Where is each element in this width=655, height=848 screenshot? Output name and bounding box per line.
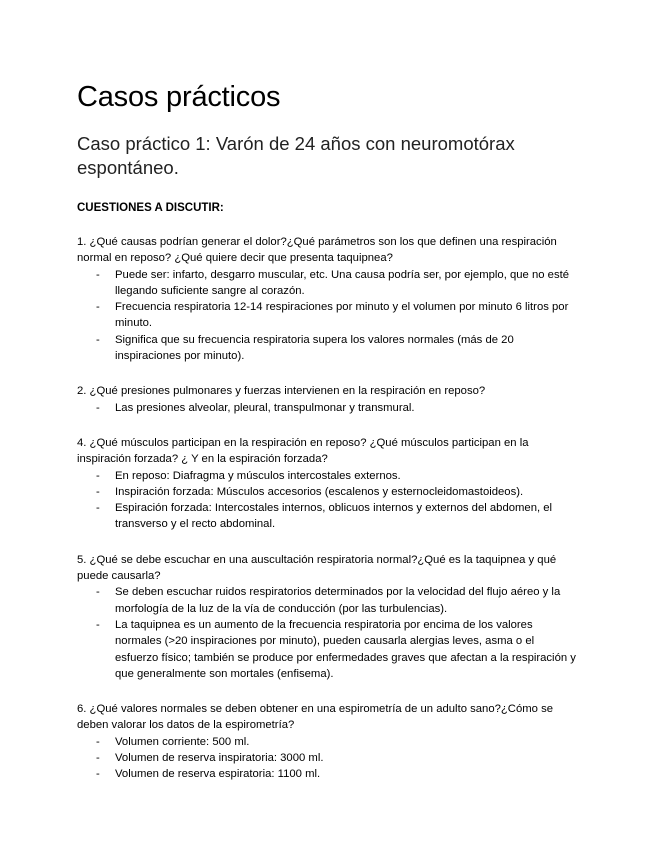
question-text: 6. ¿Qué valores normales se deben obtener en una espirometría de un adulto sano?¿Cómo se deben valorar los datos de la espirometría? bbox=[77, 703, 554, 732]
section-heading: CUESTIONES A DISCUTIR: bbox=[77, 202, 224, 214]
answer-item bbox=[77, 500, 579, 533]
answer-list bbox=[77, 584, 579, 682]
answer-item bbox=[77, 584, 579, 617]
question-text: 1. ¿Qué causas podrían generar el dolor?¿Qué parámetros son los que definen una respiración normal en reposo? ¿Qué quiere decir que presenta taquipnea? bbox=[77, 236, 557, 265]
page-title: Casos prácticos bbox=[77, 81, 281, 113]
answer-text: Se deben escuchar ruidos respiratorios determinados por la velocidad del flujo aéreo y la morfología de la luz de la vía de conducción (por las turbulencias). bbox=[115, 586, 561, 615]
answer-item bbox=[77, 617, 579, 682]
bullet-dash: - bbox=[96, 586, 100, 599]
answer-item bbox=[77, 468, 579, 484]
answer-item bbox=[77, 766, 579, 782]
bullet-dash: - bbox=[96, 752, 100, 765]
bullet-dash: - bbox=[96, 735, 100, 748]
bullet-dash: - bbox=[96, 502, 100, 515]
bullet-dash: - bbox=[96, 469, 100, 482]
question-text: 5. ¿Qué se debe escuchar en una auscultación respiratoria normal?¿Qué es la taquipnea y qué puede causarla? bbox=[77, 553, 557, 583]
answer-text: Las presiones alveolar, pleural, transpulmonar y transmural. bbox=[115, 401, 415, 414]
answer-item bbox=[77, 400, 579, 416]
answer-list bbox=[77, 734, 579, 783]
answer-item bbox=[77, 750, 579, 766]
answer-text: Volumen corriente: 500 ml. bbox=[115, 735, 250, 748]
answer-item bbox=[77, 267, 579, 300]
question-block bbox=[77, 552, 579, 682]
question-block bbox=[77, 435, 579, 533]
answer-item bbox=[77, 484, 579, 500]
questions-list bbox=[77, 234, 579, 783]
answer-text: Significa que su frecuencia respiratoria supera los valores normales (más de 20 inspiraciones por minuto). bbox=[115, 333, 514, 363]
answer-list bbox=[77, 468, 579, 533]
question-block bbox=[77, 701, 579, 782]
answer-text: Volumen de reserva espiratoria: 1100 ml. bbox=[115, 768, 321, 781]
bullet-dash: - bbox=[96, 485, 100, 498]
answer-item bbox=[77, 332, 579, 365]
answer-text: Inspiración forzada: Músculos accesorios (escalenos y esternocleidomastoideos). bbox=[115, 485, 524, 498]
answer-item bbox=[77, 299, 579, 332]
answer-text: Frecuencia respiratoria 12-14 respiraciones por minuto y el volumen por minuto 6 litros por minuto. bbox=[115, 301, 569, 330]
bullet-dash: - bbox=[96, 401, 100, 414]
bullet-dash: - bbox=[96, 768, 100, 781]
answer-list bbox=[77, 400, 579, 416]
question-text: 2. ¿Qué presiones pulmonares y fuerzas intervienen en la respiración en reposo? bbox=[77, 385, 486, 398]
answer-text: Espiración forzada: Intercostales internos, oblicuos internos y externos del abdomen, el transverso y el recto abdominal. bbox=[115, 502, 553, 531]
case-subtitle: Caso práctico 1: Varón de 24 años con neuromotórax espontáneo. bbox=[77, 133, 515, 178]
bullet-dash: - bbox=[96, 618, 100, 631]
answer-text: En reposo: Diafragma y músculos intercostales externos. bbox=[115, 469, 401, 482]
bullet-dash: - bbox=[96, 333, 100, 346]
answer-text: Puede ser: infarto, desgarro muscular, etc. Una causa podría ser, por ejemplo, que no esté llegando suficiente sangre al corazón. bbox=[115, 268, 570, 297]
answer-text: La taquipnea es un aumento de la frecuencia respiratoria por encima de los valores normales (>20 inspiraciones por minuto), pueden causarla alergias leves, asma o el esfuerzo físico; también se produce por enfermedades graves que afectan a la respiración y que generalmente son mortales (enfisema). bbox=[115, 618, 576, 680]
bullet-dash: - bbox=[96, 268, 100, 281]
question-block bbox=[77, 234, 579, 364]
answer-item bbox=[77, 734, 579, 750]
answer-list bbox=[77, 267, 579, 365]
question-block bbox=[77, 383, 579, 416]
answer-text: Volumen de reserva inspiratoria: 3000 ml. bbox=[115, 752, 324, 765]
bullet-dash: - bbox=[96, 301, 100, 314]
question-text: 4. ¿Qué músculos participan en la respiración en reposo? ¿Qué músculos participan en la inspiración forzada? ¿ Y en la espiración forzada? bbox=[77, 436, 529, 466]
